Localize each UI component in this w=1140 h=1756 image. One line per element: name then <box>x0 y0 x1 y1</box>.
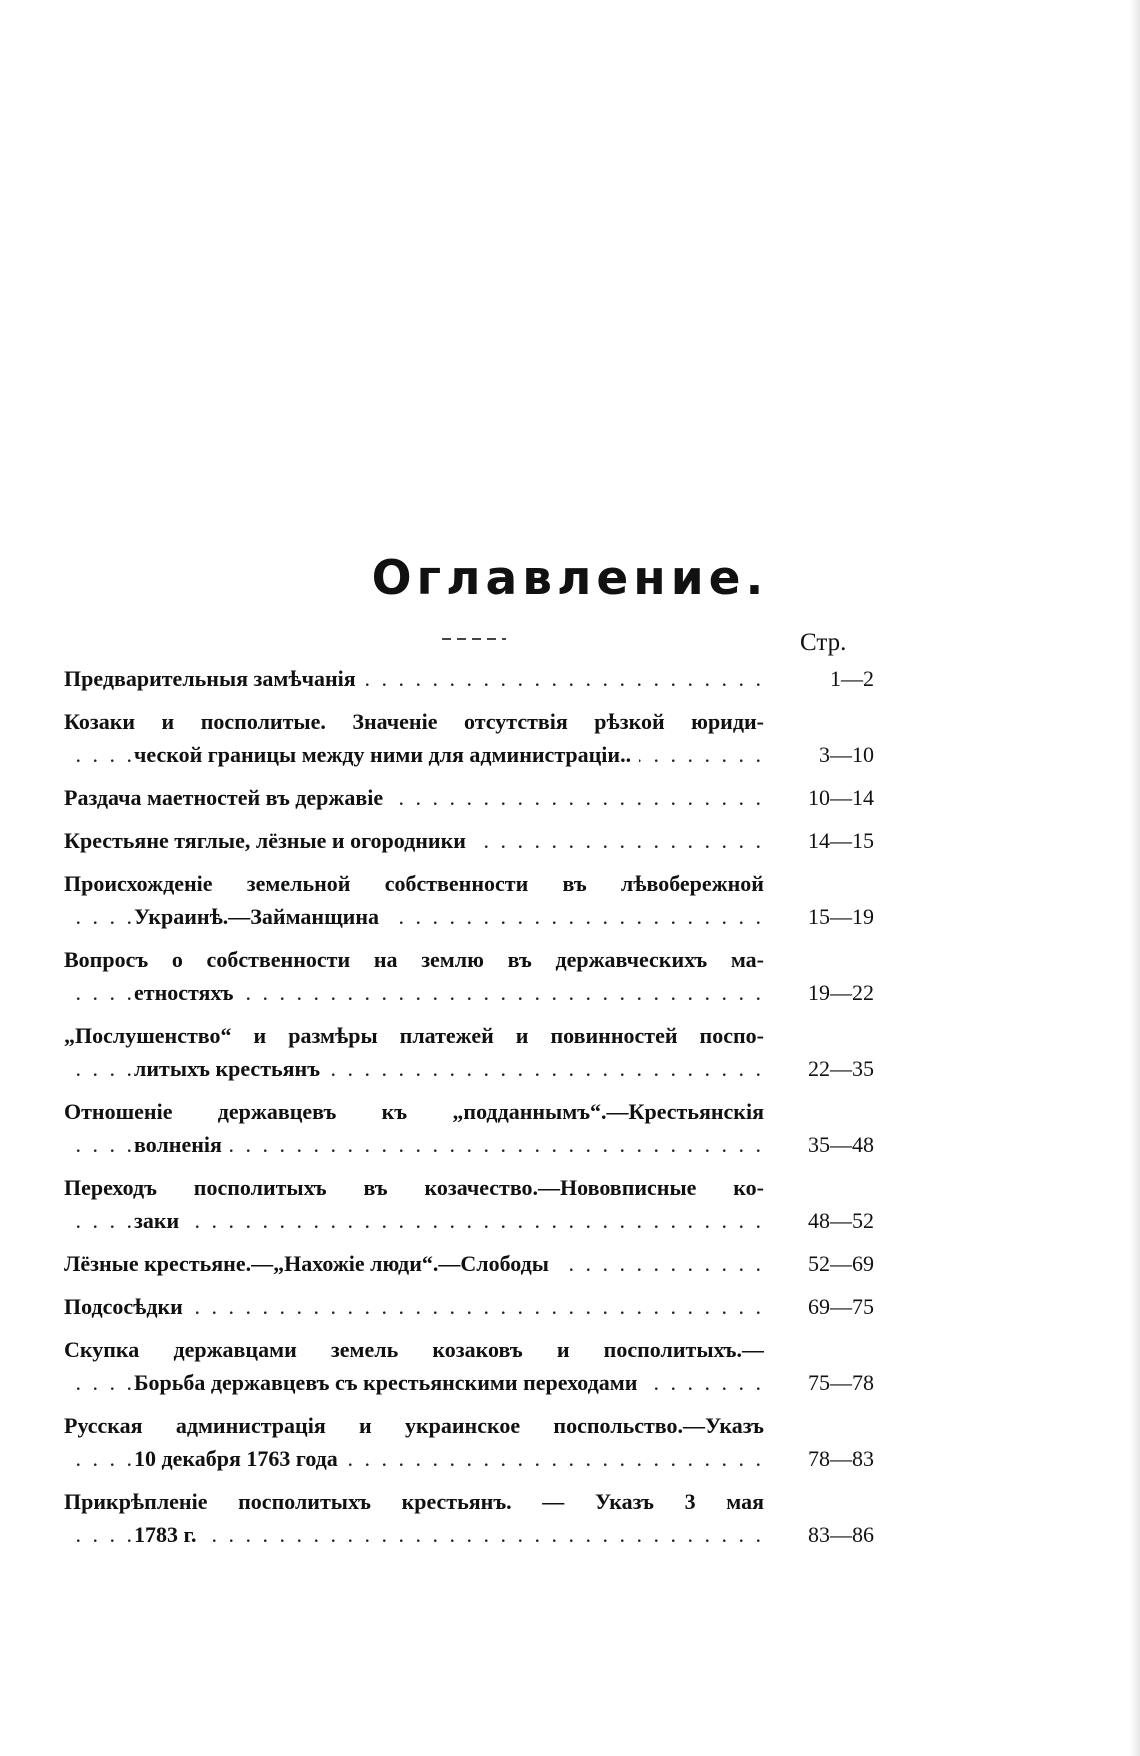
toc-entry-text: ческой границы между ними для администраціи.. <box>134 742 639 767</box>
toc-entry-title <box>64 943 764 1009</box>
toc-entry-title <box>64 1333 764 1399</box>
toc-entry-title <box>64 1019 764 1085</box>
toc-entry-line-final <box>64 1052 764 1085</box>
toc-entry-line-final <box>64 1518 764 1551</box>
toc-entry-pages: 15—19 <box>808 904 874 929</box>
toc-entry-pages: 69—75 <box>808 1294 874 1319</box>
title-rule <box>442 638 506 640</box>
toc-entry-pages: 10—14 <box>808 785 874 810</box>
toc-entry-line-final <box>64 976 764 1009</box>
toc-entry-title <box>64 1247 764 1280</box>
toc-entry-text: „Послушенство“ и размѣры платежей и повинностей поспо- <box>64 1023 764 1048</box>
toc-entry-line <box>64 1485 764 1518</box>
toc-entry <box>64 824 874 857</box>
toc-entry-line-final <box>64 1366 764 1399</box>
toc-entry-text: заки <box>134 1208 187 1233</box>
toc-entry-text: литыхъ крестьянъ <box>134 1056 328 1081</box>
toc-entry-text: Раздача маетностей въ державіе <box>64 785 391 810</box>
toc-entry-title <box>64 1095 764 1161</box>
toc-entry-text: Крестьяне тяглые, лёзные и огородники <box>64 828 474 853</box>
toc-entry <box>64 1333 874 1399</box>
toc-entry-pages: 78—83 <box>808 1446 874 1471</box>
toc-entry-text: Переходъ посполитыхъ въ козачество.—Нововписные ко- <box>64 1175 764 1200</box>
toc-entry <box>64 1247 874 1280</box>
toc-entry-pages: 52—69 <box>808 1251 874 1276</box>
toc-entry <box>64 781 874 814</box>
toc-entry-line <box>64 1333 764 1366</box>
toc-entry-title <box>64 1290 764 1323</box>
toc-entry <box>64 1171 874 1237</box>
toc-entry-title <box>64 705 764 771</box>
toc-entry-text: Предварительныя замѣчанія <box>64 666 364 691</box>
toc-entry-text: Русская администрація и украинское поспольство.—Указъ <box>64 1413 764 1438</box>
toc-entry-line <box>64 705 764 738</box>
toc-entry-pages: 83—86 <box>808 1522 874 1547</box>
toc-entry-text: Прикрѣпленіе посполитыхъ крестьянъ. — Указъ 3 мая <box>64 1489 764 1514</box>
page-edge <box>1130 0 1140 1756</box>
toc-entry-text: 1783 г. <box>134 1522 205 1547</box>
toc-entry-pages: 1—2 <box>830 666 874 691</box>
toc-entry-text: етностяхъ <box>134 980 241 1005</box>
toc-entry-line <box>64 1019 764 1052</box>
toc-entry-line-final <box>64 1290 764 1323</box>
toc-entry <box>64 1095 874 1161</box>
toc-entry-text: Скупка державцами земель козаковъ и посполитыхъ.— <box>64 1337 764 1362</box>
toc-entry-title <box>64 662 764 695</box>
toc-entry <box>64 1290 874 1323</box>
toc-entry-text: Подсосѣдки <box>64 1294 191 1319</box>
toc-entry-line-final <box>64 1128 764 1161</box>
toc-entry-text: Украинѣ.—Займанщина <box>134 904 387 929</box>
toc-entry-text: Лёзные крестьяне.—„Нахожіе люди“.—Слободы <box>64 1251 557 1276</box>
toc-entry-text: Происхожденіе земельной собственности въ лѣвобережной <box>64 871 764 896</box>
page-column-label: Стр. <box>800 629 847 656</box>
toc-entry-title <box>64 1485 764 1551</box>
toc-entry-pages: 19—22 <box>808 980 874 1005</box>
page-title: Оглавление. <box>371 551 769 606</box>
toc-entry-line-final <box>64 1247 764 1280</box>
toc-entry-text: Борьба державцевъ съ крестьянскими переходами <box>134 1370 645 1395</box>
toc-entry-line-final <box>64 781 764 814</box>
toc-entry <box>64 1019 874 1085</box>
toc-entry-line <box>64 1171 764 1204</box>
toc-entry-line-final <box>64 738 764 771</box>
toc-entry <box>64 943 874 1009</box>
toc-entry-line-final <box>64 1442 764 1475</box>
toc-entry-pages: 48—52 <box>808 1208 874 1233</box>
toc-entry <box>64 1409 874 1475</box>
toc-entry <box>64 662 874 695</box>
toc-entry-title <box>64 824 764 857</box>
toc-entry <box>64 705 874 771</box>
toc-entry-pages: 22—35 <box>808 1056 874 1081</box>
toc-entry <box>64 1485 874 1551</box>
toc-entry-text: волненія <box>134 1132 230 1157</box>
toc-entry-text: 10 декабря 1763 года <box>134 1446 346 1471</box>
toc-entry-line-final <box>64 824 764 857</box>
toc-entry-line <box>64 1409 764 1442</box>
toc-entry-text: Вопросъ о собственности на землю въ державческихъ ма- <box>64 947 764 972</box>
toc-entry-pages: 3—10 <box>819 742 874 767</box>
toc-entry-line <box>64 943 764 976</box>
toc-entry-text: Козаки и посполитые. Значеніе отсутствія рѣзкой юриди- <box>64 709 764 734</box>
toc-entry-pages: 75—78 <box>808 1370 874 1395</box>
table-of-contents <box>64 662 874 1561</box>
toc-entry-pages: 14—15 <box>808 828 874 853</box>
toc-entry-title <box>64 1171 764 1237</box>
toc-entry-title <box>64 1409 764 1475</box>
toc-entry-title <box>64 867 764 933</box>
toc-entry-pages: 35—48 <box>808 1132 874 1157</box>
toc-entry-line-final <box>64 1204 764 1237</box>
toc-entry-line-final <box>64 900 764 933</box>
toc-entry <box>64 867 874 933</box>
toc-entry-line <box>64 867 764 900</box>
toc-entry-text: Отношеніе державцевъ къ „подданнымъ“.—Крестьянскія <box>64 1099 764 1124</box>
toc-entry-title <box>64 781 764 814</box>
toc-entry-line <box>64 1095 764 1128</box>
toc-entry-line-final <box>64 662 764 695</box>
